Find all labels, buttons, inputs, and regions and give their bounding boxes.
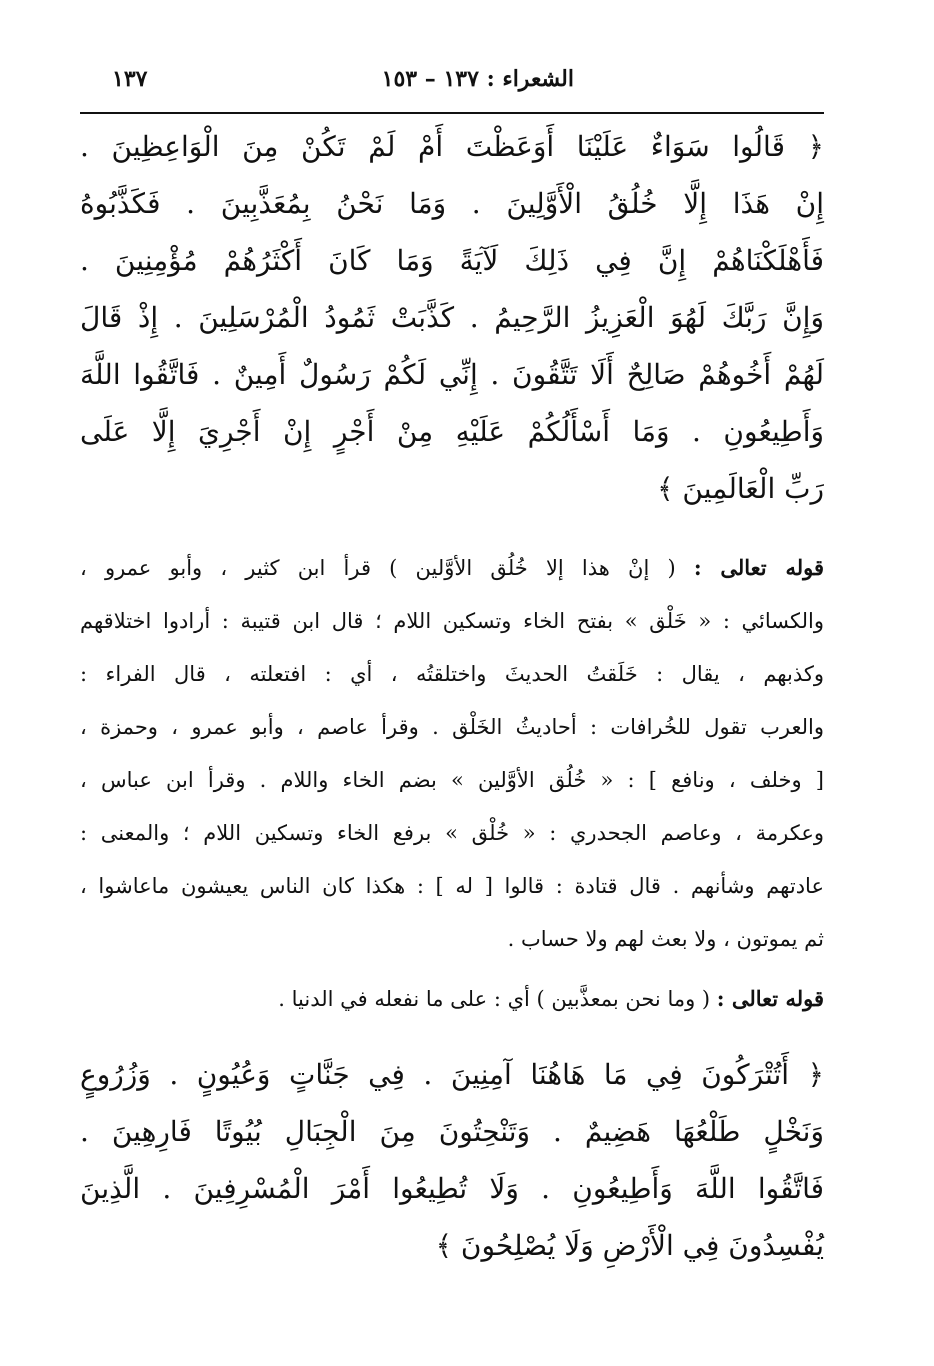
verse-line: وَأَطِيعُونِ . وَمَا أَسْأَلُكُمْ عَلَيْهِ مِنْ أَجْرٍ إِنْ أَجْرِيَ إِلَّا عَلَى bbox=[80, 415, 824, 448]
commentary-text: ( إنْ هذا إلا خُلُق الأوَّلين ) قرأ ابن كثير ، وأبو عمرو ، bbox=[80, 556, 676, 580]
verse-line: لَهُمْ أَخُوهُمْ صَالِحٌ أَلَا تَتَّقُونَ . إِنِّي لَكُمْ رَسُولٌ أَمِينٌ . فَاتَّقُوا اللَّهَ bbox=[80, 358, 824, 391]
quran-verse-block-1 bbox=[80, 118, 824, 517]
verse-line: رَبِّ الْعَالَمِينَ ﴾ bbox=[657, 472, 824, 505]
commentary-line: [ وخلف ، ونافع ] : « خُلُق الأوَّلين » بضم الخاء واللام . وقرأ ابن عباس ، bbox=[80, 768, 824, 792]
page-header bbox=[72, 58, 824, 108]
commentary-line: عادتهم وشأنهم . قال قتادة : قالوا [ له ] : هكذا كان الناس يعيشون ماعاشوا ، bbox=[80, 874, 824, 898]
verse-line: يُفْسِدُونَ فِي الْأَرْضِ وَلَا يُصْلِحُونَ ﴾ bbox=[435, 1229, 824, 1262]
commentary-line: وكذبهم ، يقال : خَلَقتُ الحديثَ واختلقتُه ، أي : افتعلته ، قال الفراء : bbox=[80, 662, 824, 686]
page-number: ١٣٧ bbox=[112, 66, 148, 92]
commentary-line bbox=[80, 972, 824, 1026]
quran-verse-block-2 bbox=[80, 1046, 824, 1274]
commentary-line: وعكرمة ، وعاصم الجحدري : « خُلْق » برفع الخاء وتسكين اللام ؛ والمعنى : bbox=[80, 821, 824, 845]
commentary-paragraph-1 bbox=[80, 541, 824, 966]
verse-line: وَإِنَّ رَبَّكَ لَهُوَ الْعَزِيزُ الرَّحِيمُ . كَذَّبَتْ ثَمُودُ الْمُرْسَلِينَ . إِذْ قَالَ bbox=[80, 301, 824, 334]
header-rule bbox=[80, 112, 824, 114]
commentary-lead: قوله تعالى : bbox=[716, 986, 824, 1011]
commentary-text: ( وما نحن بمعذَّبين ) أي : على ما نفعله في الدنيا . bbox=[278, 987, 711, 1011]
commentary-paragraph-2 bbox=[80, 972, 824, 1026]
verse-line: فَاتَّقُوا اللَّهَ وَأَطِيعُونِ . وَلَا تُطِيعُوا أَمْرَ الْمُسْرِفِينَ . الَّذِينَ bbox=[80, 1172, 824, 1205]
verse-line: وَنَخْلٍ طَلْعُهَا هَضِيمٌ . وَتَنْحِتُونَ مِنَ الْجِبَالِ بُيُوتًا فَارِهِينَ . bbox=[80, 1115, 824, 1148]
verse-line: إِنْ هَذَا إِلَّا خُلُقُ الْأَوَّلِينَ . وَمَا نَحْنُ بِمُعَذَّبِينَ . فَكَذَّبُوهُ bbox=[80, 187, 824, 220]
verse-line: فَأَهْلَكْنَاهُمْ إِنَّ فِي ذَلِكَ لَآيَةً وَمَا كَانَ أَكْثَرُهُمْ مُؤْمِنِينَ . bbox=[80, 244, 824, 277]
commentary-line bbox=[80, 541, 824, 595]
commentary-lead: قوله تعالى : bbox=[693, 555, 824, 580]
verse-line: ﴿ أَتُتْرَكُونَ فِي مَا هَاهُنَا آمِنِينَ . فِي جَنَّاتٍ وَعُيُونٍ . وَزُرُوعٍ bbox=[80, 1058, 824, 1091]
commentary-line: والعرب تقول للخُرافات : أحاديثُ الخَلْق . وقرأ عاصم ، وأبو عمرو ، وحمزة ، bbox=[80, 715, 824, 739]
page-content bbox=[80, 118, 824, 1274]
commentary-line: ثم يموتون ، ولا بعث لهم ولا حساب . bbox=[507, 927, 824, 951]
verse-line: ﴿ قَالُوا سَوَاءٌ عَلَيْنَا أَوَعَظْتَ أَمْ لَمْ تَكُنْ مِنَ الْوَاعِظِينَ . bbox=[80, 130, 824, 163]
commentary-line: والكسائي : « خَلْق » بفتح الخاء وتسكين اللام ؛ قال ابن قتيبة : أرادوا اختلاقهم bbox=[80, 609, 824, 633]
running-title: الشعراء : ١٣٧ – ١٥٣ bbox=[381, 66, 574, 92]
